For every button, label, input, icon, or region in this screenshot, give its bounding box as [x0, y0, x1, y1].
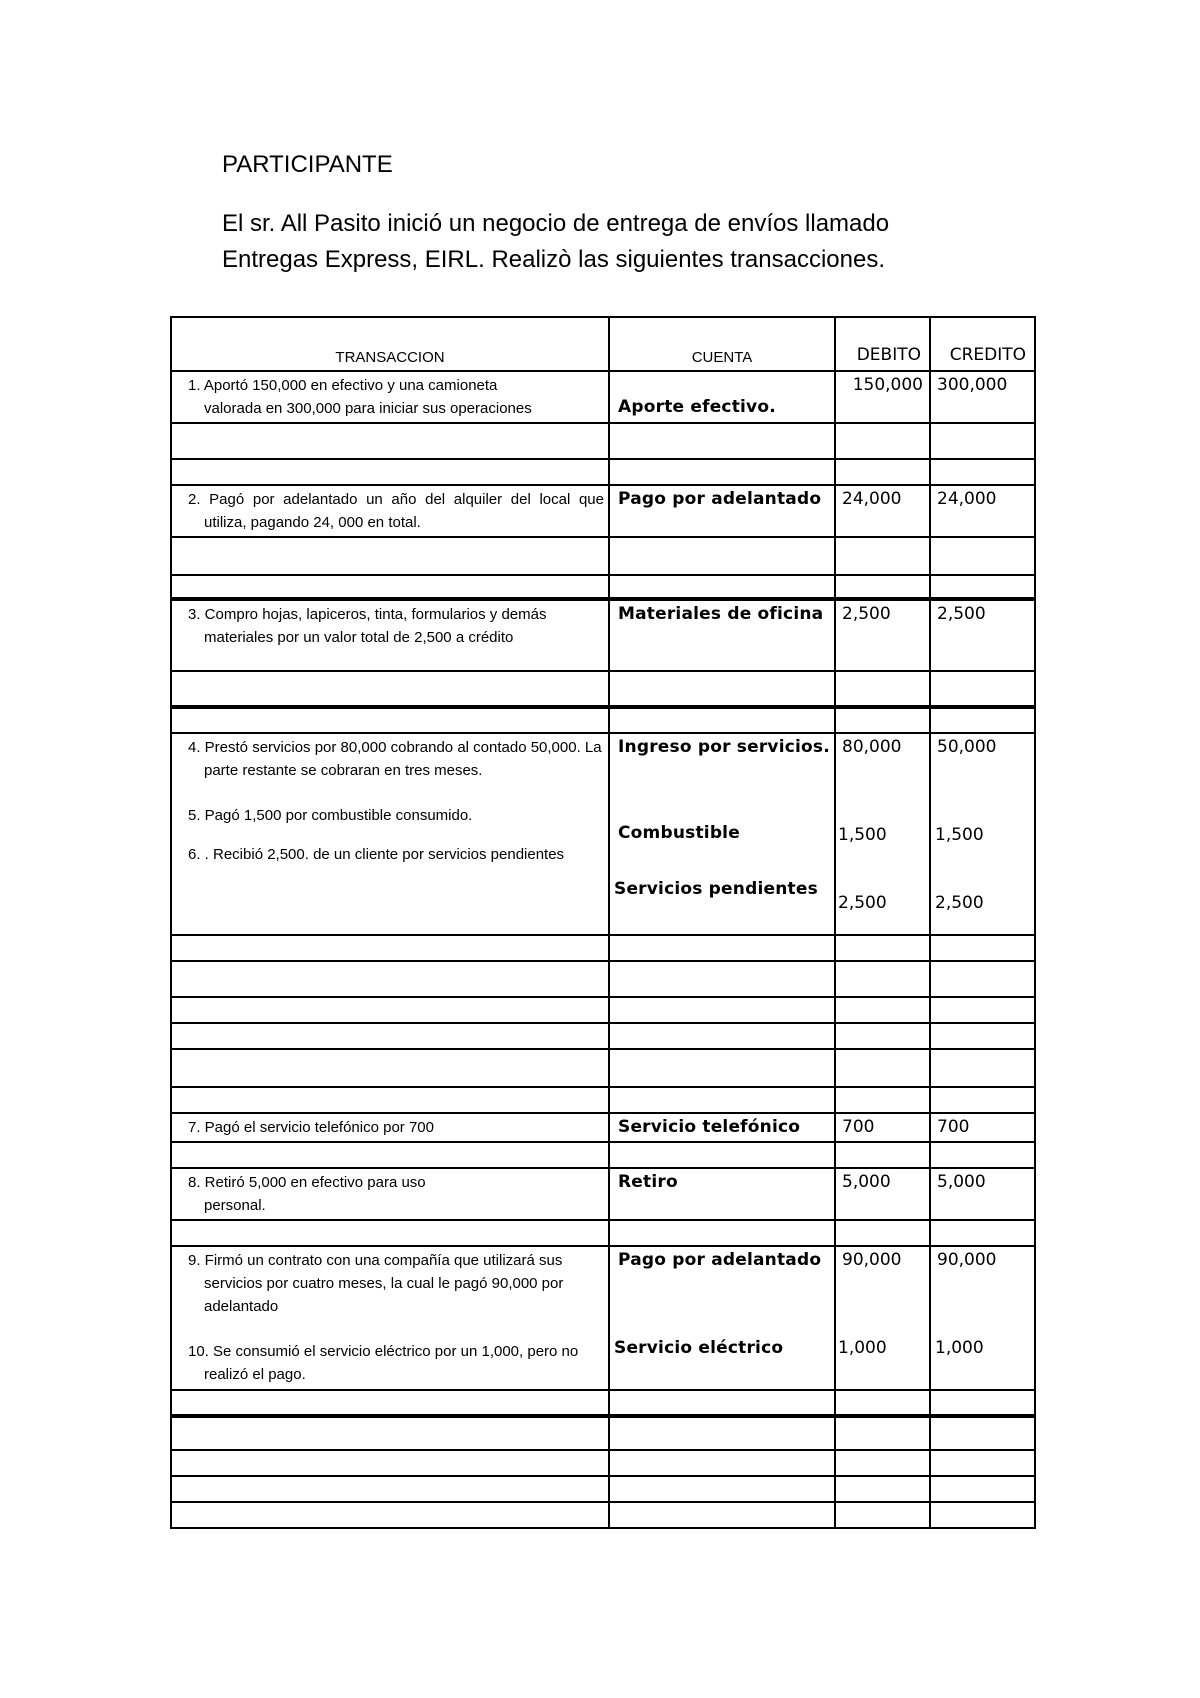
table-row — [171, 1476, 1035, 1502]
table-row — [171, 371, 1035, 423]
credit-6: 2,500 — [935, 893, 984, 913]
credit-4: 50,000 — [937, 737, 997, 757]
debit-6: 2,500 — [838, 893, 887, 913]
table-row — [171, 997, 1035, 1023]
table-row — [171, 1502, 1035, 1528]
transaction-2-text: 2. Pagó por adelantado un año del alquiler del local que utiliza, pagando 24, 000 en total. — [188, 491, 604, 531]
account-9: Pago por adelantado — [618, 1250, 822, 1270]
debit-9: 90,000 — [842, 1250, 902, 1270]
transaction-3-text: 3. Compro hojas, lapiceros, tinta, formularios y demás materiales por un valor total de 2,500 a crédito — [188, 606, 547, 646]
account-5: Combustible — [618, 823, 740, 843]
header-transaccion: TRANSACCION — [171, 317, 609, 371]
table-row — [171, 1023, 1035, 1049]
credit-5: 1,500 — [935, 825, 984, 845]
credit-8: 5,000 — [937, 1172, 986, 1192]
transaction-10-text: 10. Se consumió el servicio eléctrico por un 1,000, pero no realizó el pago. — [188, 1343, 579, 1383]
table-row — [171, 961, 1035, 997]
intro-line-2: Entregas Express, EIRL. Realizò las siguientes transacciones. — [222, 246, 885, 273]
table-row — [171, 733, 1035, 935]
header — [222, 150, 982, 278]
table-row — [171, 537, 1035, 575]
table-header-row — [171, 317, 1035, 371]
debit-2: 24,000 — [842, 489, 902, 509]
account-2: Pago por adelantado — [618, 489, 822, 509]
table-row — [171, 1416, 1035, 1450]
header-cuenta: CUENTA — [609, 317, 835, 371]
transaction-9-text: 9. Firmó un contrato con una compañía que utilizará sus servicios por cuatro meses, la cual le pagó 90,000 por adelantado — [188, 1252, 564, 1315]
account-8: Retiro — [618, 1172, 678, 1192]
table-row — [171, 671, 1035, 707]
table-row — [171, 707, 1035, 733]
transactions-table — [170, 316, 1036, 1529]
table-row — [171, 1450, 1035, 1476]
table-row — [171, 1087, 1035, 1113]
credit-1: 300,000 — [937, 375, 1008, 395]
transaction-4-text: 4. Prestó servicios por 80,000 cobrando al contado 50,000. La parte restante se cobraran en tres meses. — [188, 739, 602, 779]
credit-9: 90,000 — [937, 1250, 997, 1270]
credit-3: 2,500 — [937, 604, 986, 624]
account-1: Aporte efectivo. — [618, 397, 776, 417]
table-row — [171, 423, 1035, 459]
intro-line-1: El sr. All Pasito inició un negocio de entrega de envíos llamado — [222, 210, 890, 237]
debit-8: 5,000 — [842, 1172, 891, 1192]
table-row — [171, 935, 1035, 961]
table-row — [171, 459, 1035, 485]
intro-paragraph — [222, 206, 982, 278]
debit-5: 1,500 — [838, 825, 887, 845]
credit-2: 24,000 — [937, 489, 997, 509]
transaction-1-text: 1. Aportó 150,000 en efectivo y una camioneta valorada en 300,000 para iniciar sus operaciones — [188, 377, 532, 417]
account-7: Servicio telefónico — [618, 1117, 801, 1137]
table-row — [171, 1246, 1035, 1390]
table-row — [171, 1113, 1035, 1142]
account-6: Servicios pendientes — [614, 879, 818, 899]
debit-7: 700 — [842, 1117, 875, 1137]
table-row — [171, 1220, 1035, 1246]
table-row — [171, 1049, 1035, 1087]
table-row — [171, 485, 1035, 537]
table-row — [171, 575, 1035, 599]
page-title: PARTICIPANTE — [222, 151, 393, 178]
table-row — [171, 1142, 1035, 1168]
table-row — [171, 1168, 1035, 1220]
account-4: Ingreso por servicios. — [618, 737, 830, 757]
credit-10: 1,000 — [935, 1338, 984, 1358]
transaction-6-text: 6. . Recibió 2,500. de un cliente por servicios pendientes — [188, 846, 565, 863]
debit-10: 1,000 — [838, 1338, 887, 1358]
table-row — [171, 599, 1035, 671]
transaction-5-text: 5. Pagó 1,500 por combustible consumido. — [188, 807, 473, 824]
header-debito: DEBITO — [835, 317, 930, 371]
account-10: Servicio eléctrico — [614, 1338, 784, 1358]
transaction-7-text: 7. Pagó el servicio telefónico por 700 — [188, 1119, 434, 1136]
debit-4: 80,000 — [842, 737, 902, 757]
account-3: Materiales de oficina — [618, 604, 824, 624]
table-row — [171, 1390, 1035, 1416]
transaction-8-text: 8. Retiró 5,000 en efectivo para uso personal. — [188, 1174, 426, 1214]
debit-1: 150,000 — [852, 375, 923, 395]
credit-7: 700 — [937, 1117, 970, 1137]
header-credito: CREDITO — [930, 317, 1035, 371]
debit-3: 2,500 — [842, 604, 891, 624]
